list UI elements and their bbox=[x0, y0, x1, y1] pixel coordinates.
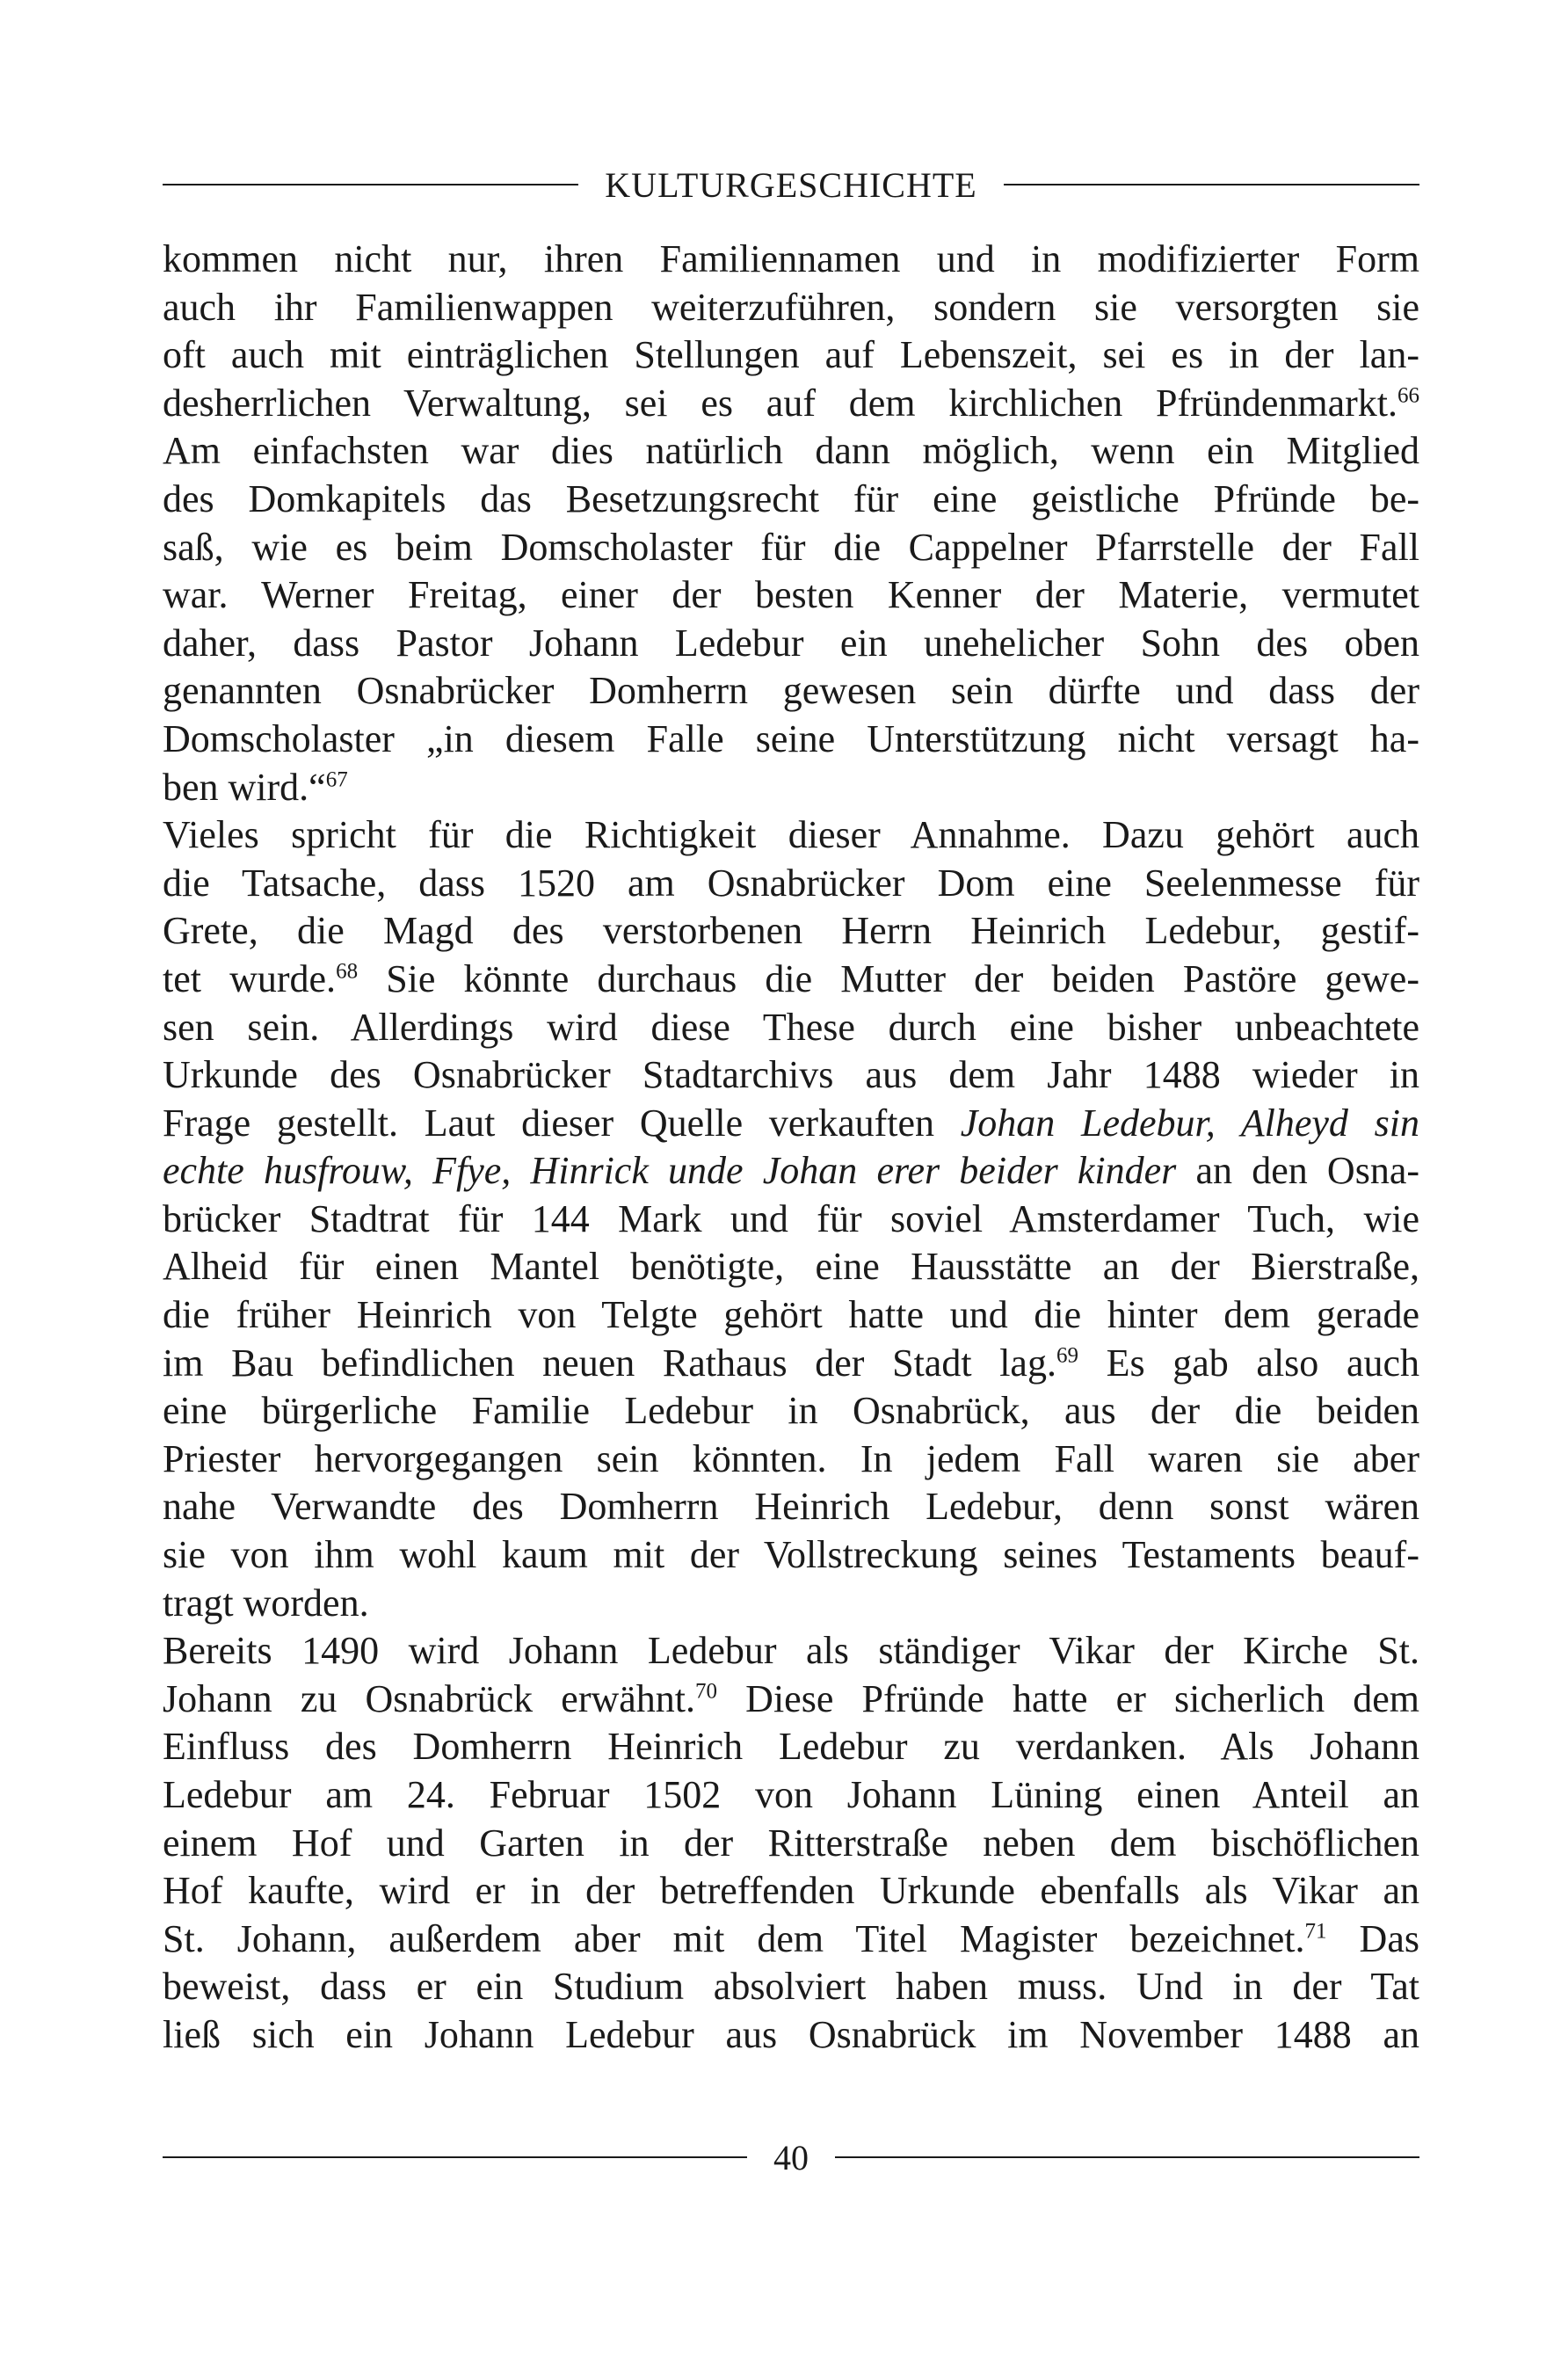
page-footer bbox=[163, 2133, 1419, 2182]
text-segment: Das bbox=[1326, 1916, 1419, 1960]
text-segment: daher, dass Pastor Johann Ledebur ein unehelicher Sohn des oben bbox=[163, 621, 1419, 665]
text-segment: beweist, dass er ein Studium absolviert haben muss. Und in der Tat bbox=[163, 1965, 1419, 2009]
header-rule-right bbox=[1004, 184, 1419, 185]
text-line bbox=[163, 860, 1419, 908]
text-segment: Einfluss des Domherrn Heinrich Ledebur zu verdanken. Als Johann bbox=[163, 1725, 1419, 1769]
footnote-marker: 71 bbox=[1304, 1919, 1327, 1944]
text-line bbox=[163, 907, 1419, 956]
text-line bbox=[163, 1916, 1419, 1964]
text-line bbox=[163, 524, 1419, 572]
italic-quote: Johan Ledebur, Alheyd sin bbox=[960, 1101, 1419, 1145]
body-text bbox=[163, 236, 1419, 2060]
text-line bbox=[163, 1291, 1419, 1340]
footnote-marker: 69 bbox=[1056, 1343, 1078, 1367]
text-segment: eine bürgerliche Familie Ledebur in Osnabrück, aus der die beiden bbox=[163, 1389, 1419, 1433]
text-segment: die früher Heinrich von Telgte gehört hatte und die hinter dem gerade bbox=[163, 1293, 1419, 1337]
text-segment: Urkunde des Osnabrücker Stadtarchivs aus dem Jahr 1488 wieder in bbox=[163, 1053, 1419, 1097]
header-rule-left bbox=[163, 184, 578, 185]
text-line bbox=[163, 1676, 1419, 1724]
text-line bbox=[163, 1387, 1419, 1436]
text-segment: ließ sich ein Johann Ledebur aus Osnabrück im November 1488 an bbox=[163, 2012, 1419, 2056]
text-line bbox=[163, 764, 1419, 812]
text-segment: Alheid für einen Mantel benötigte, eine Hausstätte an der Bierstraße, bbox=[163, 1245, 1419, 1289]
text-line bbox=[163, 811, 1419, 860]
text-segment: des Domkapitels das Besetzungsrecht für eine geistliche Pfründe be- bbox=[163, 476, 1419, 520]
text-line bbox=[163, 2011, 1419, 2060]
text-line bbox=[163, 1867, 1419, 1916]
text-line bbox=[163, 284, 1419, 332]
text-segment: oft auch mit einträglichen Stellungen auf Lebenszeit, sei es in der lan- bbox=[163, 333, 1419, 377]
paragraph bbox=[163, 811, 1419, 1627]
text-segment: St. Johann, außerdem aber mit dem Titel Magister bezeichnet. bbox=[163, 1916, 1305, 1960]
text-line bbox=[163, 427, 1419, 476]
running-header-title: KULTURGESCHICHTE bbox=[605, 164, 977, 205]
text-segment: tragt worden. bbox=[163, 1581, 369, 1625]
text-segment: Bereits 1490 wird Johann Ledebur als ständiger Vikar der Kirche St. bbox=[163, 1629, 1419, 1673]
text-line bbox=[163, 1243, 1419, 1291]
text-segment: Sie könnte durchaus die Mutter der beiden Pastöre gewe- bbox=[358, 956, 1419, 1000]
text-segment: brücker Stadtrat für 144 Mark und für soviel Amsterdamer Tuch, wie bbox=[163, 1196, 1419, 1240]
text-line bbox=[163, 380, 1419, 428]
text-segment: ben wird.“ bbox=[163, 765, 326, 809]
text-segment: saß, wie es beim Domscholaster für die Cappelner Pfarrstelle der Fall bbox=[163, 525, 1419, 569]
text-segment: Johann zu Osnabrück erwähnt. bbox=[163, 1676, 696, 1720]
text-segment: genannten Osnabrücker Domherrn gewesen sein dürfte und dass der bbox=[163, 669, 1419, 713]
text-segment: einem Hof und Garten in der Ritterstraße neben dem bischöflichen bbox=[163, 1821, 1419, 1865]
text-segment: nahe Verwandte des Domherrn Heinrich Ledebur, denn sonst wären bbox=[163, 1485, 1419, 1529]
text-line bbox=[163, 1004, 1419, 1052]
text-line bbox=[163, 1531, 1419, 1580]
footnote-marker: 68 bbox=[336, 959, 359, 984]
text-segment: war. Werner Freitag, einer der besten Kenner der Materie, vermutet bbox=[163, 573, 1419, 617]
running-header bbox=[163, 158, 1419, 211]
text-line bbox=[163, 667, 1419, 716]
footnote-marker: 70 bbox=[695, 1679, 718, 1704]
paragraph bbox=[163, 236, 1419, 811]
text-line bbox=[163, 571, 1419, 620]
text-segment: kommen nicht nur, ihren Familiennamen und in modifizierter Form bbox=[163, 237, 1419, 280]
text-segment: Priester hervorgegangen sein könnten. In jedem Fall waren sie aber bbox=[163, 1436, 1419, 1480]
text-line bbox=[163, 476, 1419, 524]
text-line bbox=[163, 1100, 1419, 1148]
text-line bbox=[163, 331, 1419, 380]
text-line bbox=[163, 620, 1419, 668]
text-line bbox=[163, 236, 1419, 284]
text-line bbox=[163, 956, 1419, 1004]
text-segment: Am einfachsten war dies natürlich dann möglich, wenn ein Mitglied bbox=[163, 429, 1419, 473]
text-segment: Es gab also auch bbox=[1078, 1341, 1419, 1385]
text-segment: Hof kaufte, wird er in der betreffenden Urkunde ebenfalls als Vikar an bbox=[163, 1869, 1419, 1913]
footnote-marker: 66 bbox=[1397, 383, 1419, 408]
footnote-marker: 67 bbox=[325, 767, 348, 791]
text-line bbox=[163, 1580, 1419, 1628]
text-line bbox=[163, 1483, 1419, 1531]
text-segment: Ledebur am 24. Februar 1502 von Johann Lüning einen Anteil an bbox=[163, 1773, 1419, 1816]
text-segment: im Bau befindlichen neuen Rathaus der Stadt lag. bbox=[163, 1341, 1056, 1385]
page-number: 40 bbox=[773, 2137, 809, 2177]
text-segment: sie von ihm wohl kaum mit der Vollstreckung seines Testaments beauf- bbox=[163, 1533, 1419, 1577]
text-line bbox=[163, 1147, 1419, 1196]
text-segment: Frage gestellt. Laut dieser Quelle verkauften bbox=[163, 1101, 961, 1145]
text-line bbox=[163, 716, 1419, 764]
text-segment: an den Osna- bbox=[1176, 1149, 1420, 1193]
text-segment: tet wurde. bbox=[163, 956, 337, 1000]
text-segment: die Tatsache, dass 1520 am Osnabrücker Dom eine Seelenmesse für bbox=[163, 861, 1419, 905]
text-segment: Vieles spricht für die Richtigkeit dieser Annahme. Dazu gehört auch bbox=[163, 813, 1419, 857]
text-line bbox=[163, 1436, 1419, 1484]
text-line bbox=[163, 1196, 1419, 1244]
text-line bbox=[163, 1723, 1419, 1771]
text-segment: sen sein. Allerdings wird diese These durch eine bisher unbeachtete bbox=[163, 1005, 1419, 1049]
text-line bbox=[163, 1820, 1419, 1868]
footer-rule-right bbox=[835, 2156, 1419, 2158]
text-line bbox=[163, 1051, 1419, 1100]
text-segment: auch ihr Familienwappen weiterzuführen, sondern sie versorgten sie bbox=[163, 285, 1419, 329]
text-line bbox=[163, 1771, 1419, 1820]
text-segment: Diese Pfründe hatte er sicherlich dem bbox=[717, 1676, 1419, 1720]
text-segment: Domscholaster „in diesem Falle seine Unterstützung nicht versagt ha- bbox=[163, 716, 1419, 760]
text-line bbox=[163, 1627, 1419, 1676]
text-segment: Grete, die Magd des verstorbenen Herrn Heinrich Ledebur, gestif- bbox=[163, 909, 1419, 953]
text-line bbox=[163, 1340, 1419, 1388]
paragraph bbox=[163, 1627, 1419, 2059]
text-segment: desherrlichen Verwaltung, sei es auf dem kirchlichen Pfründenmarkt. bbox=[163, 381, 1397, 425]
text-line bbox=[163, 1963, 1419, 2011]
footer-rule-left bbox=[163, 2156, 747, 2158]
italic-quote: echte husfrouw, Ffye, Hinrick unde Johan erer beider kinder bbox=[163, 1149, 1177, 1193]
